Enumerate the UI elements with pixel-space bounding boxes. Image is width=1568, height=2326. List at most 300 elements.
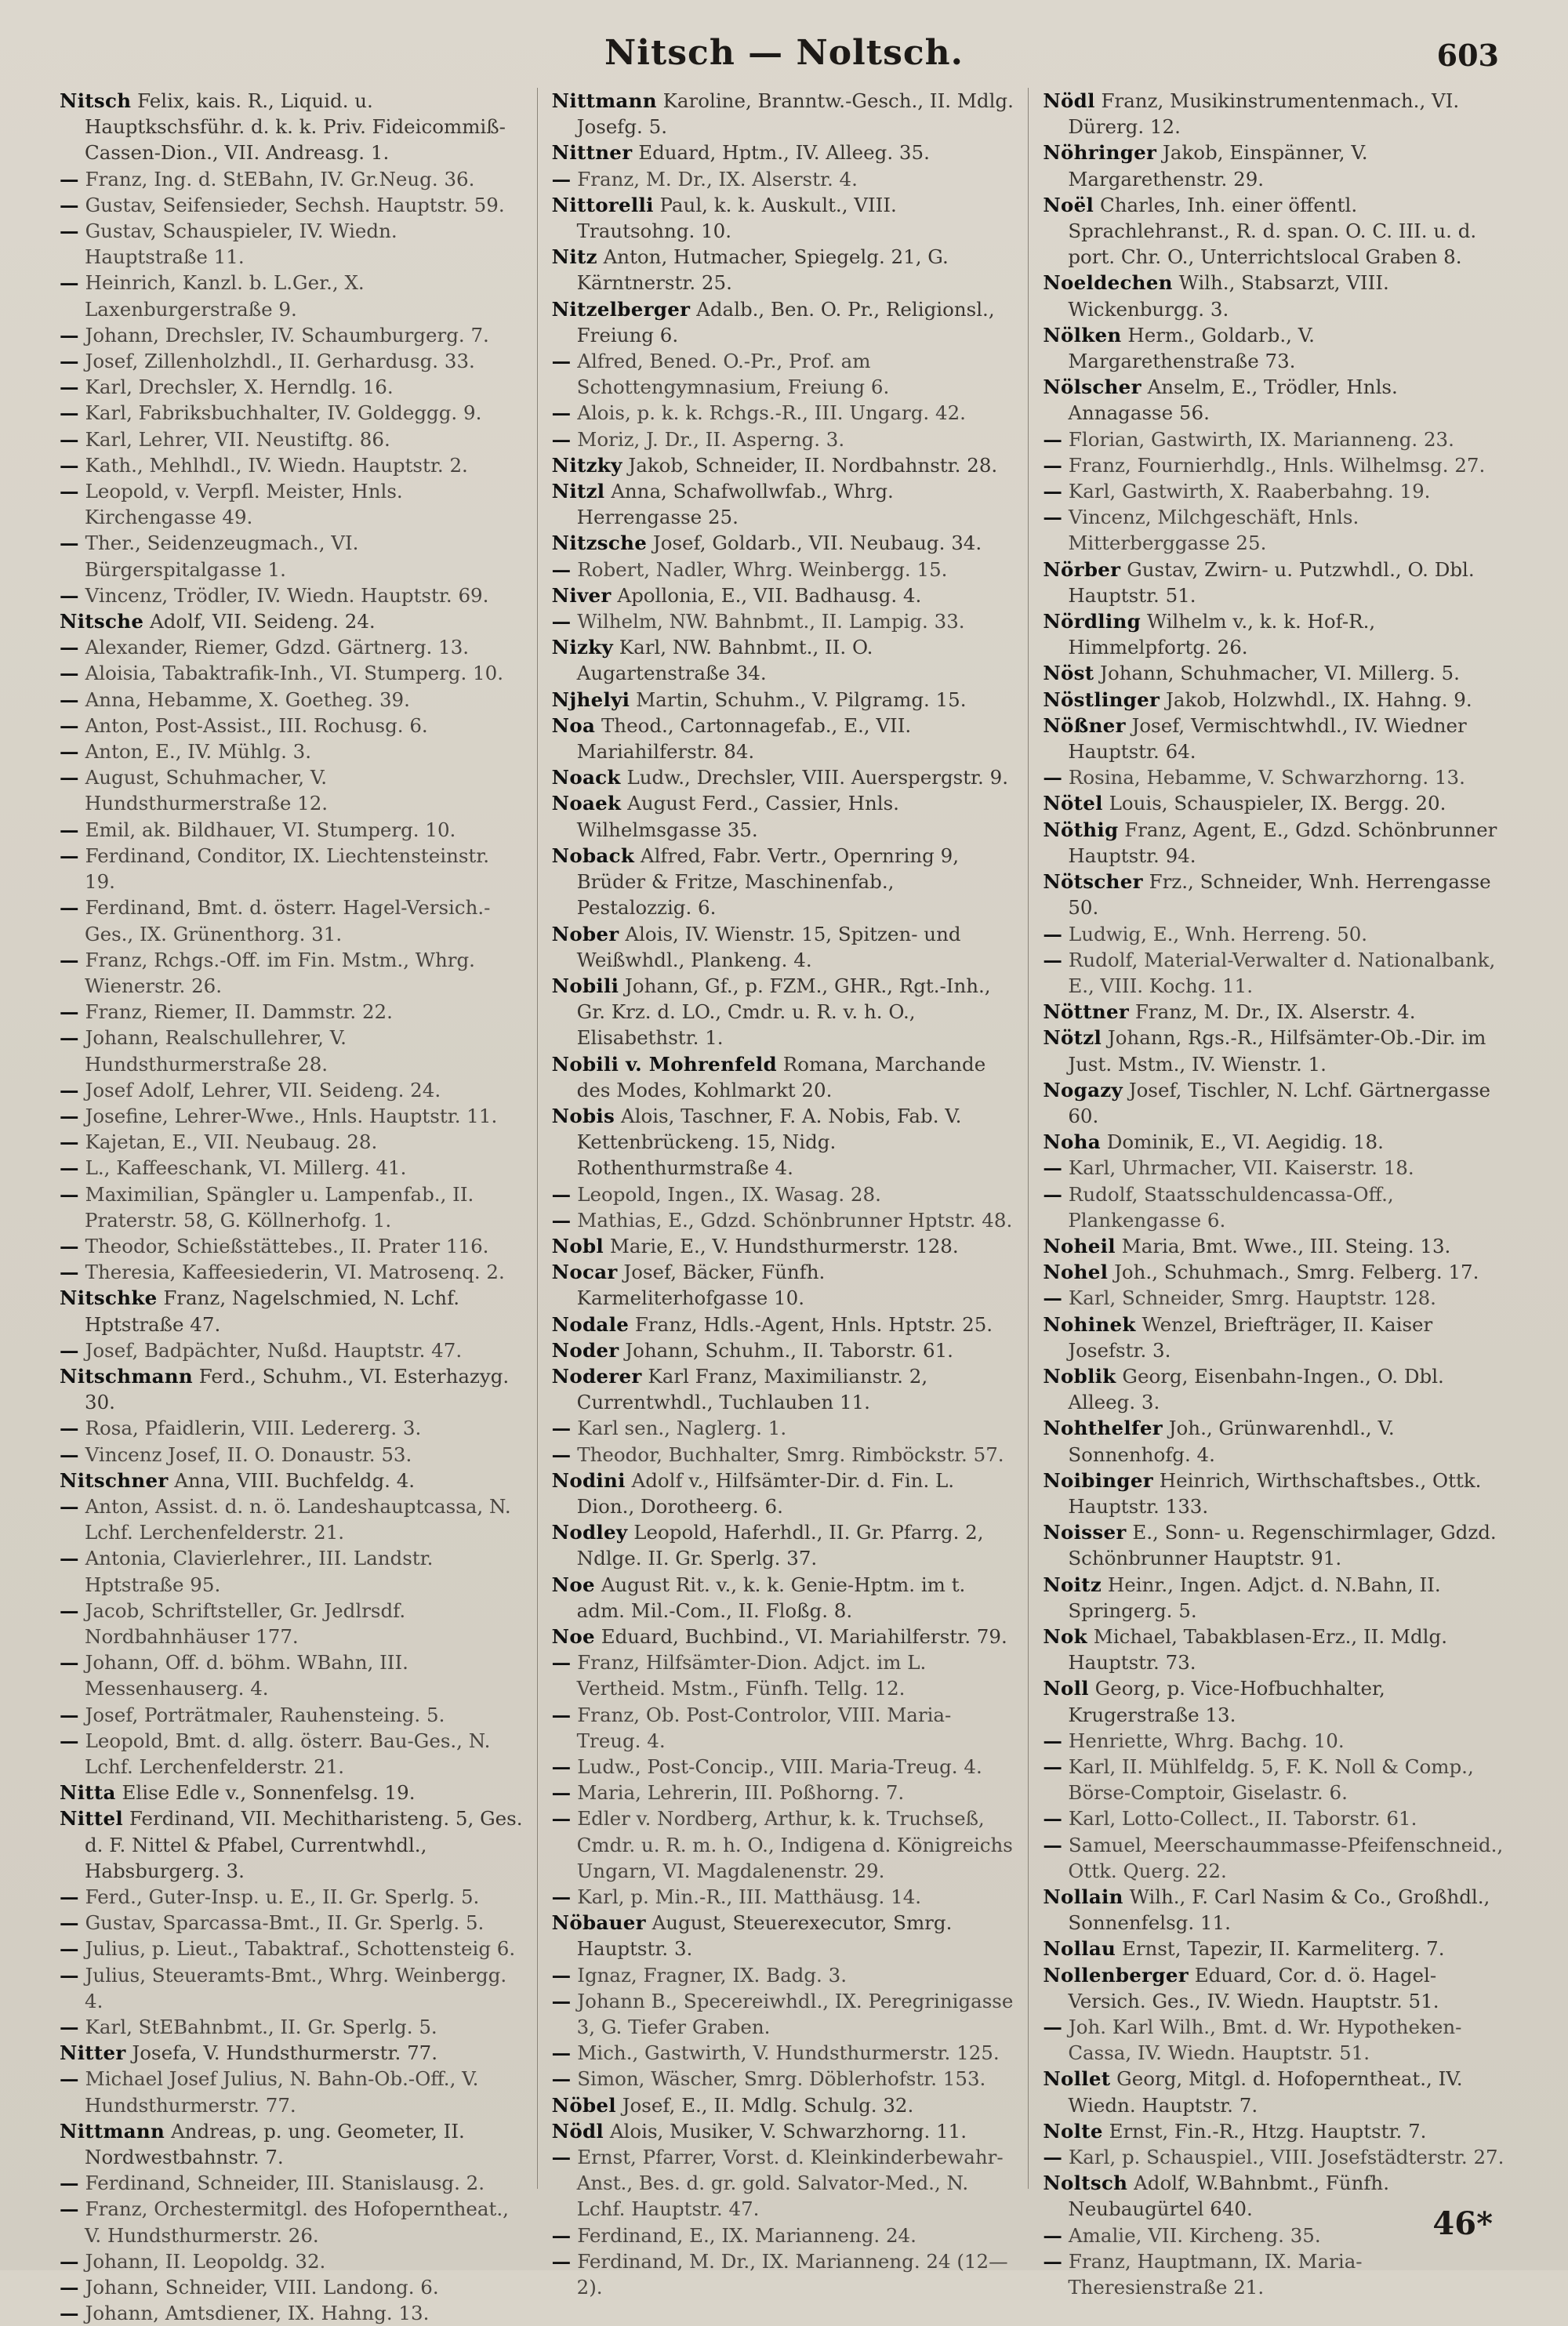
entry-surname: Nohel (1043, 1261, 1109, 1284)
entry-details: Mich., Gastwirth, V. Hundsthurmerstr. 125. (577, 2041, 1000, 2065)
entry-details: Antonia, Clavierlehrer., III. Landstr. Hptstraße 95. (85, 1547, 434, 1596)
entry-surname: Nitzl (551, 480, 605, 503)
entry-surname: — (1043, 1833, 1063, 1856)
directory-entry (1043, 790, 1505, 816)
directory-entry (60, 88, 523, 166)
directory-entry (60, 1702, 523, 1728)
directory-entry (1043, 1805, 1505, 1831)
directory-entry (1043, 713, 1505, 764)
directory-entry (60, 1103, 523, 1129)
entry-details: Theresia, Kaffeesiederin, VI. Matrosenq. 2. (85, 1261, 505, 1284)
directory-entry (60, 687, 523, 713)
entry-surname: — (60, 193, 79, 216)
directory-entry (552, 1051, 1014, 1103)
entry-surname: — (60, 2249, 79, 2273)
entry-details: Wilhelm v., k. k. Hof-R., Himmelpfortg. 26. (1068, 610, 1376, 659)
entry-details: Marie, E., V. Hundsthurmerstr. 128. (609, 1234, 959, 1257)
entry-surname: Nohthelfer (1043, 1417, 1163, 1440)
entry-details: Emil, ak. Bildhauer, VI. Stumperg. 10. (85, 818, 456, 841)
directory-entry (552, 2223, 1014, 2248)
entry-surname: — (1043, 2016, 1063, 2039)
directory-entry (552, 1207, 1014, 1233)
entry-details: Anton, Hutmacher, Spiegelg. 21, G. Kärntnerstr. 25. (576, 245, 949, 295)
directory-entry (60, 270, 523, 321)
directory-entry (1043, 1962, 1505, 2014)
directory-entry (1043, 1572, 1505, 1624)
entry-details: Franz, Nagelschmied, N. Lchf. Hptstraße 47. (85, 1286, 460, 1336)
entry-details: Adolf, W.Bahnbmt., Fünfh. Neubaugürtel 640. (1068, 2172, 1389, 2221)
entry-surname: — (60, 636, 79, 659)
entry-surname: Noeldechen (1043, 271, 1173, 295)
entry-details: Heinr., Ingen. Adjct. d. N.Bahn, II. Springerg. 5. (1068, 1573, 1441, 1622)
entry-surname: — (60, 1963, 79, 1987)
directory-entry (60, 1780, 523, 1805)
directory-entry (552, 1442, 1014, 1468)
entry-surname: Nitzelberger (551, 297, 691, 321)
entry-details: Anna, Schafwollwfab., Whrg. Herrengasse 25. (576, 480, 894, 529)
entry-details: Julius, p. Lieut., Tabaktraf., Schottensteig 6. (85, 1937, 516, 1961)
entry-surname: — (60, 1442, 79, 1466)
directory-entry (1043, 687, 1505, 713)
directory-entry (552, 244, 1014, 296)
entry-surname: Njhelyi (551, 688, 630, 711)
entry-details: Jakob, Schneider, II. Nordbahnstr. 28. (628, 453, 998, 477)
entry-surname: — (1043, 453, 1063, 477)
directory-entry (552, 1649, 1014, 1701)
directory-entry (1043, 764, 1505, 790)
entry-surname: — (60, 2197, 79, 2221)
entry-details: Franz, Orchestermitgl. des Hofoperntheat., V. Hundsthurmerstr. 26. (85, 2197, 509, 2247)
entry-details: Romana, Marchande des Modes, Kohlmarkt 20. (576, 1052, 986, 1101)
entry-details: August, Schuhmacher, V. Hundsthurmerstraße 12. (85, 766, 328, 815)
entry-surname: — (60, 1703, 79, 1726)
directory-entry (60, 2014, 523, 2040)
entry-surname: — (60, 376, 79, 399)
directory-entry (1043, 999, 1505, 1025)
directory-entry (1043, 2014, 1505, 2066)
entry-details: Franz, Hilfsämter-Dion. Adjct. im L. Vertheid. Mstm., Fünfh. Tellg. 12. (576, 1651, 927, 1700)
entry-details: Franz, Musikinstrumentenmach., VI. Dürerg. 12. (1068, 89, 1460, 139)
entry-surname: Nöttner (1043, 1000, 1130, 1024)
entry-details: Josef, Tischler, N. Lchf. Gärtnergasse 60. (1068, 1078, 1491, 1127)
entry-surname: Nodale (551, 1312, 630, 1336)
directory-entry (1043, 817, 1505, 869)
directory-entry (60, 426, 523, 452)
entry-surname: — (60, 2172, 79, 2195)
entry-surname: Nölscher (1043, 376, 1142, 399)
entry-details: Rudolf, Staatsschuldencassa-Off., Plankengasse 6. (1068, 1182, 1394, 1232)
entry-details: Franz, M. Dr., IX. Alserstr. 4. (1134, 1000, 1416, 1024)
entry-details: Anton, Post-Assist., III. Rochusg. 6. (85, 713, 428, 737)
directory-entry (60, 764, 523, 816)
directory-entry (60, 999, 523, 1025)
entry-surname: Nödl (551, 2119, 604, 2143)
entry-surname: Noback (551, 844, 635, 867)
directory-entry (552, 1754, 1014, 1780)
entry-details: Wenzel, Briefträger, II. Kaiser Josefstr. 3. (1068, 1312, 1433, 1362)
entry-details: Vincenz Josef, II. O. Donaustr. 53. (85, 1442, 412, 1466)
directory-entry (1043, 270, 1505, 321)
entry-surname: Nittner (551, 141, 633, 165)
entry-details: Karl, Fabriksbuchhalter, IV. Goldeggg. 9. (85, 401, 482, 425)
entry-surname: Nötzl (1043, 1026, 1102, 1050)
entry-details: Karoline, Branntw.-Gesch., II. Mdlg. Josefg. 5. (576, 89, 1014, 139)
entry-surname: — (1043, 948, 1063, 971)
directory-entry (1043, 1025, 1505, 1076)
entry-details: Felix, kais. R., Liquid. u. Hauptkschsführ. d. k. k. Priv. Fideicommiß-Cassen-Dion., VII. Andreasg. 1. (85, 89, 506, 165)
entry-surname: — (551, 1755, 572, 1778)
directory-entry (60, 2040, 523, 2066)
directory-entry (60, 374, 523, 400)
entry-details: Karl, Lotto-Collect., II. Taborstr. 61. (1068, 1807, 1417, 1831)
entry-surname: — (551, 1417, 572, 1440)
entry-surname: — (60, 453, 79, 477)
entry-surname: Nitz (551, 245, 597, 269)
entry-surname: — (551, 1781, 572, 1805)
directory-entry (552, 166, 1014, 192)
entry-surname: Noisser (1043, 1521, 1127, 1544)
entry-surname: — (1043, 2223, 1063, 2247)
entry-surname: — (60, 896, 79, 920)
directory-entry (552, 1572, 1014, 1624)
entry-surname: Noaek (551, 792, 622, 815)
entry-details: Anna, VIII. Buchfeldg. 4. (174, 1468, 416, 1492)
directory-entry (60, 1129, 523, 1155)
entry-details: Franz, Riemer, II. Dammstr. 22. (85, 1000, 393, 1024)
column-1 (45, 88, 537, 2325)
entry-details: Georg, Eisenbahn-Ingen., O. Dbl. Alleeg. 3. (1068, 1364, 1444, 1414)
entry-details: Aloisia, Tabaktrafik-Inh., VI. Stumperg. 10. (85, 662, 503, 685)
directory-entry (1043, 1285, 1505, 1311)
directory-entry (1043, 426, 1505, 452)
entry-details: Edler v. Nordberg, Arthur, k. k. Truchseß, Cmdr. u. R. m. h. O., Indigena d. Königreichs Ungarn, VI. Magdalenenstr. 29. (576, 1807, 1013, 1882)
directory-entry (1043, 504, 1505, 556)
entry-surname: — (60, 350, 79, 373)
entry-details: Alfred, Fabr. Vertr., Opernring 9, Brüder & Fritze, Maschinenfab., Pestalozzig. 6. (576, 844, 959, 920)
directory-entry (1043, 1415, 1505, 1467)
entry-surname: — (60, 271, 79, 295)
entry-surname: Nörber (1043, 557, 1121, 581)
entry-details: Maria, Bmt. Wwe., III. Steing. 13. (1121, 1234, 1451, 1257)
directory-entry (60, 2170, 523, 2196)
entry-details: Simon, Wäscher, Smrg. Döblerhofstr. 153. (577, 2067, 986, 2091)
entry-details: Johann, Schuhm., II. Taborstr. 61. (625, 1338, 953, 1362)
entry-surname: — (1043, 1182, 1063, 1206)
entry-details: August, Steuerexecutor, Smrg. Hauptstr. 3. (576, 1911, 953, 1961)
directory-entry (552, 1780, 1014, 1805)
directory-entry (552, 426, 1014, 452)
entry-surname: — (60, 1729, 79, 1752)
entry-surname: Noder (551, 1338, 619, 1362)
entry-surname: — (60, 2276, 79, 2299)
entry-surname: Nitschner (60, 1468, 169, 1492)
directory-entry (1043, 1624, 1505, 1675)
directory-entry (60, 452, 523, 478)
entry-details: Ferdinand, Conditor, IX. Liechtensteinstr. 19. (85, 844, 490, 894)
entry-details: Robert, Nadler, Whrg. Weinbergg. 15. (577, 557, 948, 581)
entry-details: Alfred, Bened. O.-Pr., Prof. am Schottengymnasium, Freiung 6. (576, 350, 890, 399)
entry-details: Vincenz, Milchgeschäft, Hnls. Mitterberggasse 25. (1068, 506, 1359, 555)
entry-details: Joh., Schuhmach., Smrg. Felberg. 17. (1114, 1261, 1479, 1284)
entry-details: Eduard, Buchbind., VI. Mariahilferstr. 79. (601, 1624, 1007, 1648)
directory-entry (60, 1545, 523, 1597)
entry-surname: Nölken (1043, 323, 1122, 347)
entry-details: Josef, Porträtmaler, Rauhensteing. 5. (85, 1703, 445, 1726)
entry-surname: Nittmann (60, 2119, 165, 2143)
entry-surname: — (551, 401, 572, 425)
directory-entry (1043, 322, 1505, 374)
entry-details: Alexander, Riemer, Gdzd. Gärtnerg. 13. (85, 636, 470, 659)
entry-details: Maximilian, Spängler u. Lampenfab., II. Praterstr. 58, G. Köllnerhofg. 1. (85, 1182, 474, 1232)
directory-entry (552, 921, 1014, 973)
entry-details: Michael, Tabakblasen-Erz., II. Mdlg. Hauptstr. 73. (1068, 1624, 1447, 1675)
entry-surname: — (1043, 2249, 1063, 2273)
entry-surname: Noheil (1043, 1234, 1116, 1257)
entry-details: Alois, IV. Wienstr. 15, Spitzen- und Weißwhdl., Plankeng. 4. (576, 922, 961, 971)
directory-entry (1043, 1936, 1505, 1961)
directory-entry (552, 557, 1014, 582)
column-2 (537, 88, 1029, 2299)
entry-surname: Noe (551, 1624, 595, 1648)
entry-details: Elise Edle v., Sonnenfelsg. 19. (122, 1781, 416, 1805)
entry-surname: — (60, 740, 79, 764)
entry-details: Karl sen., Naglerg. 1. (577, 1417, 787, 1440)
entry-surname: Nok (1043, 1624, 1087, 1648)
directory-entry (60, 1077, 523, 1103)
signature-mark: 46* (1432, 2205, 1493, 2242)
entry-surname: — (60, 1885, 79, 1909)
entry-details: Wilh., F. Carl Nasim & Co., Großhdl., Sonnenfelsg. 11. (1068, 1885, 1490, 1935)
entry-surname: — (551, 1989, 572, 2012)
entry-surname: Nöstlinger (1043, 688, 1160, 711)
directory-entry (60, 322, 523, 348)
entry-details: Moriz, J. Dr., II. Asperng. 3. (577, 427, 845, 451)
entry-surname: Noël (1043, 193, 1094, 216)
directory-entry (552, 1805, 1014, 1884)
entry-surname: — (60, 1937, 79, 1961)
entry-details: Wilh., Stabsarzt, VIII. Wickenburgg. 3. (1068, 271, 1389, 321)
entry-surname: — (60, 2302, 79, 2325)
directory-entry (552, 1910, 1014, 1961)
entry-details: Ludwig, E., Wnh. Herreng. 50. (1068, 922, 1368, 945)
entry-surname: Nollenberger (1043, 1963, 1189, 1987)
directory-entry (1043, 660, 1505, 686)
directory-entry (60, 1233, 523, 1259)
directory-entry (60, 478, 523, 530)
entry-surname: — (551, 1442, 572, 1466)
entry-surname: — (551, 2041, 572, 2065)
entry-details: Theod., Cartonnagefab., E., VII. Mariahilferstr. 84. (576, 713, 912, 764)
directory-entry (1043, 2144, 1505, 2170)
entry-surname: — (60, 844, 79, 867)
directory-entry (1043, 1728, 1505, 1754)
entry-details: Ernst, Pfarrer, Vorst. d. Kleinkinderbewahr-Anst., Bes. d. gr. gold. Salvator-Med., N. Lchf. Hauptstr. 47. (576, 2146, 1004, 2221)
entry-details: Johann B., Specereiwhdl., IX. Peregrinigasse 3, G. Tiefer Graben. (576, 1989, 1014, 2039)
entry-surname: — (551, 2067, 572, 2091)
entry-details: Karl, Uhrmacher, VII. Kaiserstr. 18. (1068, 1156, 1414, 1180)
entry-surname: — (60, 1417, 79, 1440)
directory-entry (552, 1624, 1014, 1649)
entry-details: Johann, Rgs.-R., Hilfsämter-Ob.-Dir. im Just. Mstm., IV. Wienstr. 1. (1068, 1026, 1486, 1076)
entry-details: Gustav, Schauspieler, IV. Wiedn. Hauptstraße 11. (85, 220, 397, 269)
entry-details: Dominik, E., VI. Aegidig. 18. (1106, 1130, 1384, 1154)
entry-details: August Rit. v., k. k. Genie-Hptm. im t. adm. Mil.-Com., II. Floßg. 8. (576, 1573, 966, 1622)
directory-entry (1043, 947, 1505, 999)
entry-details: Alois, p. k. k. Rchgs.-R., III. Ungarg. 42. (577, 401, 966, 425)
directory-entry (1043, 192, 1505, 270)
directory-entry (552, 296, 1014, 348)
entry-surname: Nitzky (551, 453, 622, 477)
entry-details: Josef, Bäcker, Fünfh. Karmeliterhofgasse 10. (576, 1261, 826, 1310)
entry-surname: — (1043, 506, 1063, 529)
directory-entry (60, 348, 523, 374)
directory-entry (1043, 869, 1505, 920)
entry-surname: — (1043, 766, 1063, 789)
directory-entry (552, 608, 1014, 634)
entry-surname: — (60, 1104, 79, 1127)
entry-surname: — (60, 1000, 79, 1024)
directory-entry (552, 140, 1014, 165)
entry-surname: Noltsch (1043, 2172, 1128, 2195)
directory-entry (1043, 1832, 1505, 1884)
entry-details: Karl, Drechsler, X. Herndlg. 16. (85, 376, 394, 399)
entry-surname: — (60, 662, 79, 685)
entry-details: Leopold, Ingen., IX. Wasag. 28. (577, 1182, 881, 1206)
entry-details: Leopold, Haferhdl., II. Gr. Pfarrg. 2, Ndlge. II. Gr. Sperlg. 37. (576, 1521, 984, 1570)
entry-surname: — (60, 1598, 79, 1622)
entry-details: Apollonia, E., VII. Badhausg. 4. (617, 583, 922, 607)
entry-details: Kajetan, E., VII. Neubaug. 28. (85, 1130, 378, 1154)
directory-entry (60, 1259, 523, 1285)
directory-entry (60, 400, 523, 426)
page-title: Nitsch — Noltsch. (604, 33, 964, 73)
entry-details: Charles, Inh. einer öffentl. Sprachlehranst., R. d. span. O. C. III. u. d. port. Chr. O., Unterrichtslocal Graben 8. (1068, 193, 1477, 269)
entry-details: Eduard, Cor. d. ö. Hagel-Versich. Ges., IV. Wiedn. Hauptstr. 51. (1068, 1963, 1439, 2012)
directory-entry (552, 2066, 1014, 2092)
entry-surname: Nöbel (551, 2093, 616, 2117)
entry-surname: — (551, 350, 572, 373)
entry-surname: — (60, 2067, 79, 2091)
entry-details: Michael Josef Julius, N. Bahn-Ob.-Off., V. Hundsthurmerstr. 77. (85, 2067, 479, 2117)
entry-surname: — (60, 1261, 79, 1284)
directory-entry (60, 1025, 523, 1076)
entry-details: Josefa, V. Hundsthurmerstr. 77. (132, 2041, 438, 2065)
entry-surname: — (60, 583, 79, 607)
entry-surname: Noha (1043, 1130, 1101, 1154)
directory-entry (1043, 608, 1505, 660)
entry-details: Josefine, Lehrer-Wwe., Hnls. Hauptstr. 11. (85, 1104, 498, 1127)
entry-details: Johann, Schneider, VIII. Landong. 6. (85, 2276, 439, 2299)
entry-surname: Noibinger (1043, 1468, 1153, 1492)
directory-entry (60, 2066, 523, 2117)
entry-surname: — (1043, 480, 1063, 503)
directory-entry (60, 1181, 523, 1233)
entry-details: Samuel, Meerschaummasse-Pfeifenschneid., Ottk. Querg. 22. (1068, 1833, 1504, 1882)
entry-surname: — (60, 2016, 79, 2039)
entry-surname: — (60, 1494, 79, 1518)
directory-entry (60, 738, 523, 764)
entry-surname: Nohinek (1043, 1312, 1136, 1336)
entry-details: Karl, Lehrer, VII. Neustiftg. 86. (85, 427, 390, 451)
directory-entry (552, 2118, 1014, 2144)
entry-details: Joh. Karl Wilh., Bmt. d. Wr. Hypotheken-Cassa, IV. Wiedn. Hauptstr. 51. (1068, 2016, 1462, 2065)
entry-details: Gustav, Sparcassa-Bmt., II. Gr. Sperlg. 5. (85, 1911, 485, 1935)
entry-surname: — (551, 1963, 572, 1987)
entry-details: Julius, Steueramts-Bmt., Whrg. Weinbergg. 4. (85, 1963, 507, 2012)
entry-details: L., Kaffeeschank, VI. Millerg. 41. (85, 1156, 407, 1180)
entry-details: Karl, Schneider, Smrg. Hauptstr. 128. (1068, 1286, 1436, 1310)
entry-details: Johann, Gf., p. FZM., GHR., Rgt.-Inh., Gr. Krz. d. LO., Cmdr. u. R. v. h. O., Elisabethstr. 1. (576, 974, 991, 1050)
entry-details: Gustav, Zwirn- u. Putzwhdl., O. Dbl. Hauptstr. 51. (1068, 557, 1475, 607)
entry-surname: Noitz (1043, 1573, 1102, 1596)
entry-surname: Nöst (1043, 662, 1094, 685)
directory-entry (552, 192, 1014, 244)
directory-entry (552, 764, 1014, 790)
entry-details: Karl, p. Min.-R., III. Matthäusg. 14. (577, 1885, 922, 1909)
entry-details: Josef, Badpächter, Nußd. Hauptstr. 47. (85, 1338, 463, 1362)
directory-entry (1043, 1363, 1505, 1415)
entry-surname: Nolte (1043, 2119, 1103, 2143)
entry-surname: Nötscher (1043, 870, 1143, 894)
entry-surname: Nitter (60, 2041, 126, 2065)
entry-surname: — (1043, 1755, 1063, 1778)
directory-entry (552, 2040, 1014, 2066)
entry-details: Frz., Schneider, Wnh. Herrengasse 50. (1068, 870, 1491, 920)
entry-surname: Nitsche (60, 610, 144, 633)
entry-details: Ferd., Guter-Insp. u. E., II. Gr. Sperlg. 5. (85, 1885, 480, 1909)
entry-details: Johann, Off. d. böhm. WBahn, III. Messenhauserg. 4. (85, 1651, 408, 1700)
directory-entry (1043, 2118, 1505, 2144)
entry-surname: — (551, 167, 572, 191)
entry-details: Henriette, Whrg. Bachg. 10. (1068, 1729, 1345, 1752)
directory-entry (60, 2300, 523, 2326)
entry-surname: Nößner (1043, 713, 1126, 737)
entry-details: Ernst, Fin.-R., Htzg. Hauptstr. 7. (1109, 2119, 1427, 2143)
entry-surname: Nittorelli (551, 193, 654, 216)
directory-entry (60, 2118, 523, 2170)
entry-surname: Nollain (1043, 1885, 1123, 1909)
entry-surname: Nobili v. Mohrenfeld (551, 1052, 777, 1076)
entry-surname: — (60, 948, 79, 971)
entry-details: Herm., Goldarb., V. Margarethenstraße 73. (1068, 323, 1315, 373)
entry-details: Paul, k. k. Auskult., VIII. Trautsohng. 10. (576, 193, 897, 243)
entry-surname: — (1043, 2146, 1063, 2169)
entry-details: Leopold, Bmt. d. allg. österr. Bau-Ges., N. Lchf. Lerchenfelderstr. 21. (85, 1729, 491, 1778)
entry-surname: — (551, 1651, 572, 1675)
directory-entry (1043, 1181, 1505, 1233)
directory-entry (552, 1962, 1014, 1988)
directory-entry (60, 1598, 523, 1649)
entry-details: Florian, Gastwirth, IX. Marianneng. 23. (1068, 427, 1454, 451)
entry-surname: — (60, 1547, 79, 1570)
entry-details: Josef, Vermischtwhdl., IV. Wiedner Hauptstr. 64. (1068, 713, 1467, 764)
entry-details: Adalb., Ben. O. Pr., Religionsl., Freiung 6. (576, 297, 995, 347)
directory-entry (60, 530, 523, 582)
directory-entry (60, 1363, 523, 1415)
entry-surname: — (60, 1338, 79, 1362)
directory-entry (552, 634, 1014, 686)
entry-details: Louis, Schauspieler, IX. Bergg. 20. (1109, 792, 1446, 815)
directory-entry (552, 973, 1014, 1051)
directory-entry (60, 1649, 523, 1701)
directory-entry (60, 1337, 523, 1363)
entry-surname: Nocar (551, 1261, 618, 1284)
entry-details: Adolf v., Hilfsämter-Dir. d. Fin. L. Dion., Dorotheerg. 6. (576, 1468, 955, 1518)
entry-details: Josef, E., II. Mdlg. Schulg. 32. (622, 2093, 914, 2117)
entry-details: Joh., Grünwarenhdl., V. Sonnenhofg. 4. (1068, 1417, 1395, 1466)
entry-surname: Nitsch (60, 89, 132, 112)
entry-details: Franz, Rchgs.-Off. im Fin. Mstm., Whrg. Wienerstr. 26. (85, 948, 475, 997)
